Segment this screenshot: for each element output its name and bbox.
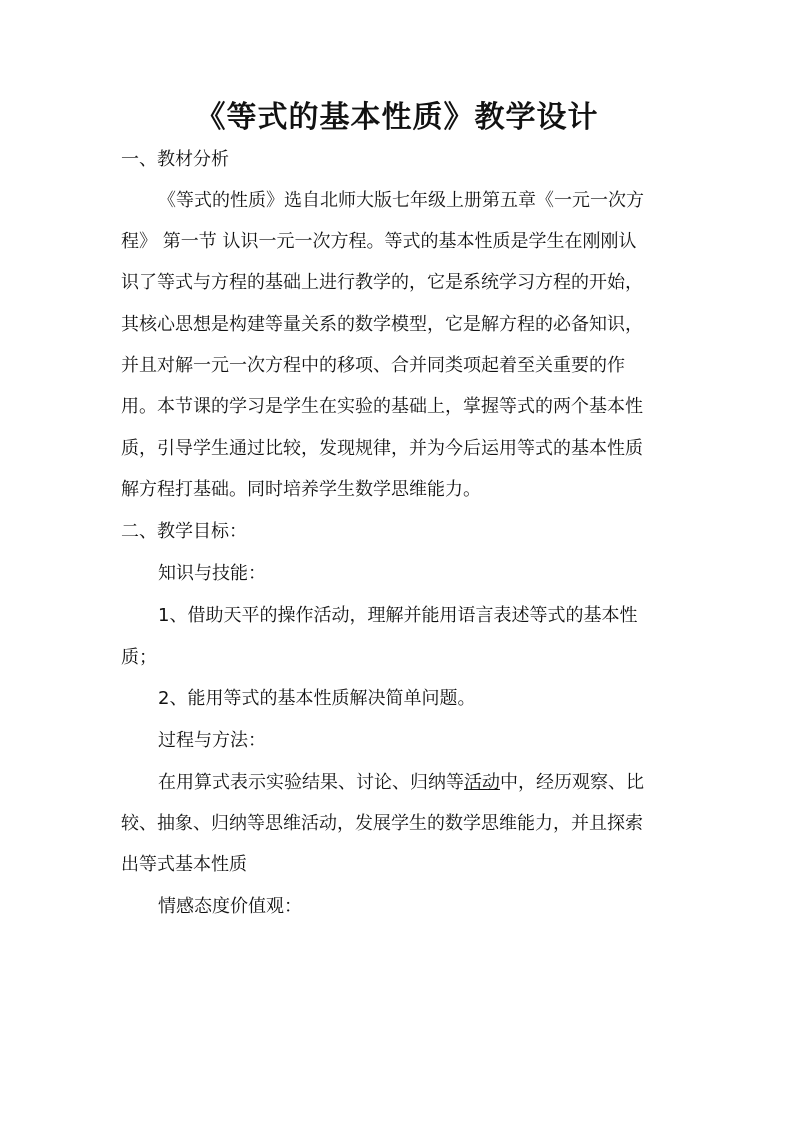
paragraph-line: 并且对解一元一次方程中的移项、合并同类项起着至关重要的作 xyxy=(121,355,625,376)
paragraph-line: 用。本节课的学习是学生在实验的基础上，掌握等式的两个基本性 xyxy=(121,396,643,417)
subheading-emotion-values: 情感态度价值观： xyxy=(158,896,302,917)
paragraph-line: 解方程打基础。同时培养学生数学思维能力。 xyxy=(121,479,481,500)
paragraph-line: 质，引导学生通过比较，发现规律，并为今后运用等式的基本性质 xyxy=(121,438,643,459)
paragraph-line: 《等式的性质》选自北师大版七年级上册第五章《一元一次方 xyxy=(158,190,644,211)
paragraph-line xyxy=(158,770,644,796)
goal-item-line: 1、借助天平的操作活动，理解并能用语言表述等式的基本性 xyxy=(158,605,638,626)
paragraph-line: 识了等式与方程的基础上进行教学的，它是系统学习方程的开始， xyxy=(121,272,643,293)
paragraph-line: 程》 第一节 认识一元一次方程。等式的基本性质是学生在刚刚认 xyxy=(121,231,637,252)
subheading-process-methods: 过程与方法： xyxy=(158,730,266,751)
section-heading-teaching-goals: 二、教学目标： xyxy=(121,521,247,542)
goal-item-line: 质； xyxy=(121,647,157,668)
text-segment: 在用算式表示实验结果、讨论、归纳等 xyxy=(158,772,464,793)
document-title: 《等式的基本性质》教学设计 xyxy=(195,100,599,135)
goal-item-line: 2、能用等式的基本性质解决简单问题。 xyxy=(158,688,476,709)
paragraph-line: 出等式基本性质 xyxy=(121,854,247,875)
paragraph-line: 其核心思想是构建等量关系的数学模型，它是解方程的必备知识， xyxy=(121,314,643,335)
underlined-text: 活动 xyxy=(464,772,500,793)
section-heading-textbook-analysis: 一、教材分析 xyxy=(121,149,229,170)
paragraph-line: 较、抽象、归纳等思维活动，发展学生的数学思维能力，并且探索 xyxy=(121,813,643,834)
subheading-knowledge-skills: 知识与技能： xyxy=(158,563,266,584)
text-segment: 中，经历观察、比 xyxy=(500,772,644,793)
